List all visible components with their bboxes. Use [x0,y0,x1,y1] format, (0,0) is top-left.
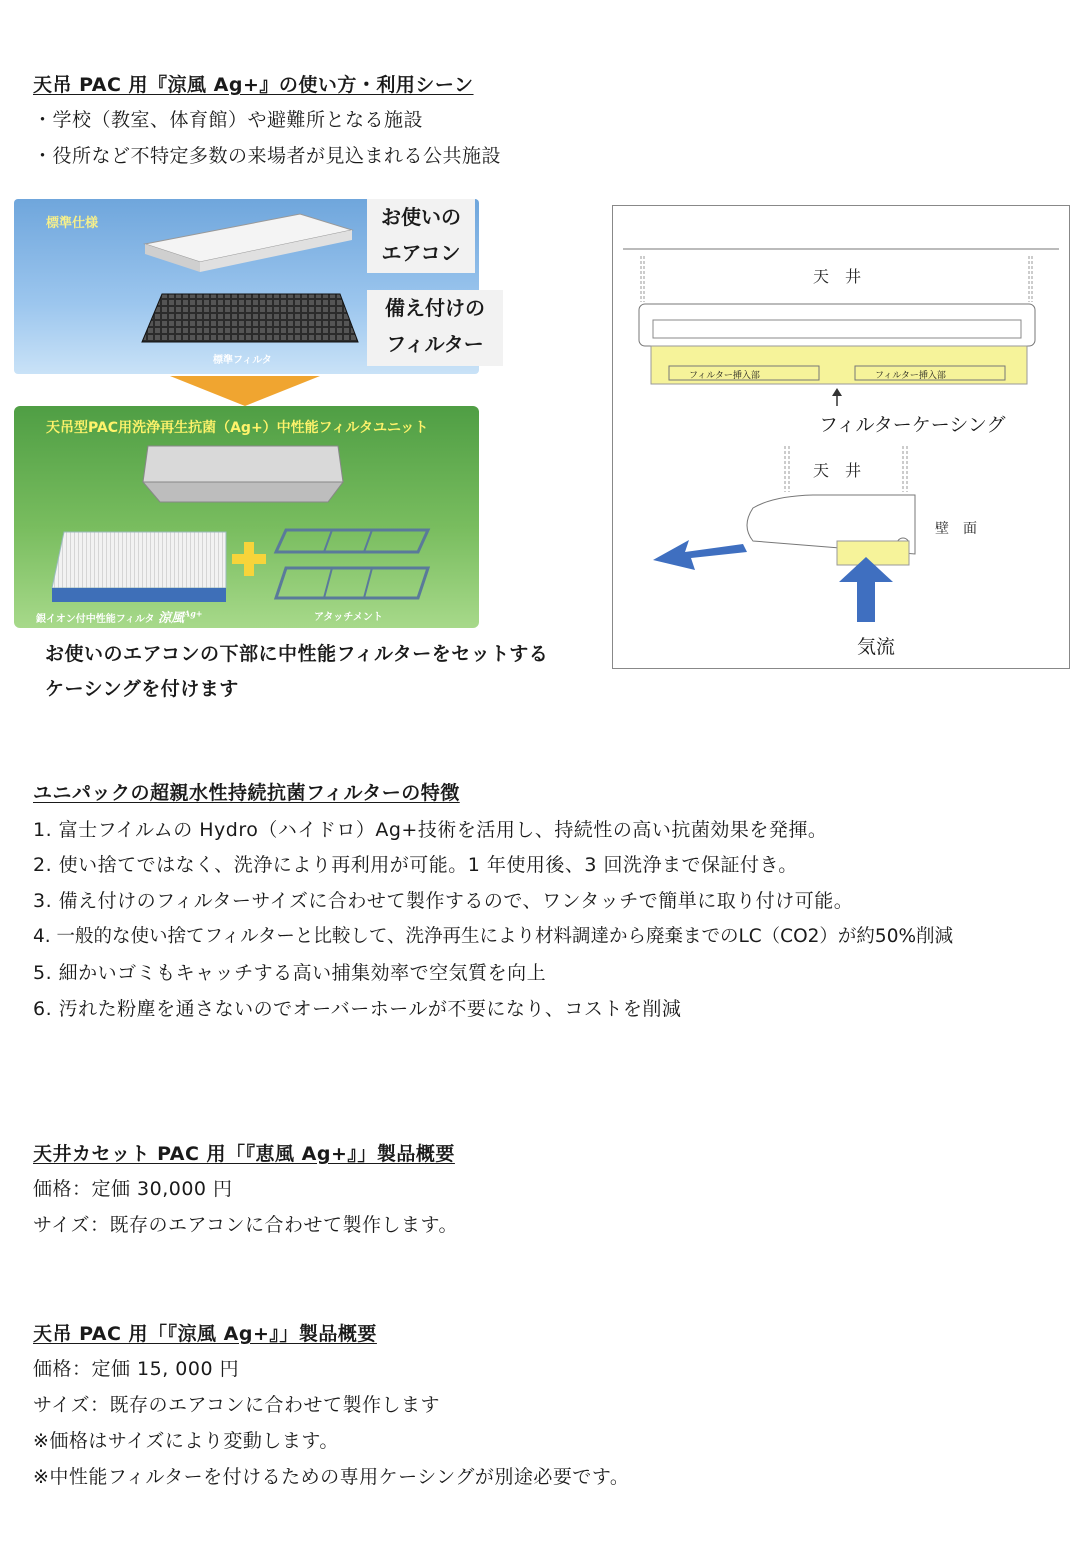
filter-insert-label: フィルター挿入部 [689,371,760,381]
attachment-caption: アタッチメント [314,612,383,623]
existing-filter-label [367,290,503,366]
feature-item: 5. 細かいゴミもキャッチする高い捕集効率で空気質を向上 [33,962,547,984]
casing-note: ※中性能フィルターを付けるための専用ケーシングが別途必要です。 [33,1466,630,1488]
suspended-price: 価格：定価 15, 000 円 [33,1358,240,1380]
standard-spec-label: 標準仕様 [46,216,99,231]
existing-filter-label-line: 備え付けの [385,296,485,320]
brand-logo [157,608,203,626]
suspended-product-title: 天吊 PAC 用「『涼風 Ag+』」製品概要 [33,1323,377,1345]
filter-insert-label: フィルター挿入部 [875,371,946,381]
attachment-image [272,528,432,604]
your-aircon-label [367,199,475,273]
ion-filter-image [50,530,228,605]
installation-diagram [612,205,1070,669]
down-arrow-icon [170,376,320,406]
feature-item: 1. 富士フイルムの Hydro（ハイドロ）Ag+技術を活用し、持続性の高い抗菌効果を発揮。 [33,819,828,841]
cassette-product-title: 天井カセット PAC 用「『恵風 Ag+』」製品概要 [33,1143,455,1165]
casing-unit-image [138,442,348,508]
brand-logo-sup: Ag+ [184,608,203,619]
existing-filter-label-line: フィルター [386,332,484,356]
cassette-price: 価格：定価 30,000 円 [33,1178,233,1200]
your-aircon-label-line: エアコン [381,241,461,265]
price-note: ※価格はサイズにより変動します。 [33,1430,339,1452]
usage-bullet: ・学校（教室、体育館）や避難所となる施設 [33,109,424,131]
plus-icon [232,542,266,576]
cassette-size: サイズ：既存のエアコンに合わせて製作します。 [33,1214,459,1236]
airflow-label: 気流 [857,636,896,658]
ion-filter-caption-text: 銀イオン付中性能フィルタ [36,614,155,625]
photo-caption: お使いのエアコンの下部に中性能フィルターをセットする [45,643,549,665]
suspended-size: サイズ：既存のエアコンに合わせて製作します [33,1394,441,1416]
brand-logo-mark: 涼風 [157,611,184,626]
feature-item: 3. 備え付けのフィルターサイズに合わせて製作するので、ワンタッチで簡単に取り付け可能。 [33,890,854,912]
ceiling-label: 天 井 [813,267,862,286]
your-aircon-label-line: お使いの [381,205,461,229]
aircon-unit-image [140,206,355,276]
section-usage-title: 天吊 PAC 用『涼風 Ag+』の使い方・利用シーン [33,74,474,96]
feature-item: 2. 使い捨てではなく、洗浄により再利用が可能。1 年使用後、3 回洗浄まで保証付き。 [33,854,798,876]
filter-unit-title: 天吊型PAC用洗浄再生抗菌（Ag+）中性能フィルタユニット [46,420,429,436]
wall-label: 壁 面 [935,521,977,537]
feature-item: 4. 一般的な使い捨てフィルターと比較して、洗浄再生により材料調達から廃棄までのLC（CO2）が約50%削減 [33,926,954,947]
standard-filter-image [140,292,360,350]
photo-caption: ケーシングを付けます [45,678,239,700]
ion-filter-caption [36,607,203,626]
filter-casing-label: フィルターケーシング [819,414,1006,436]
features-title: ユニパックの超親水性持続抗菌フィルターの特徴 [33,782,460,804]
ceiling-label: 天 井 [813,461,862,480]
usage-bullet: ・役所など不特定多数の来場者が見込まれる公共施設 [33,145,502,167]
standard-filter-caption: 標準フィルタ [213,355,272,366]
feature-item: 6. 汚れた粉塵を通さないのでオーバーホールが不要になり、コストを削減 [33,998,682,1020]
